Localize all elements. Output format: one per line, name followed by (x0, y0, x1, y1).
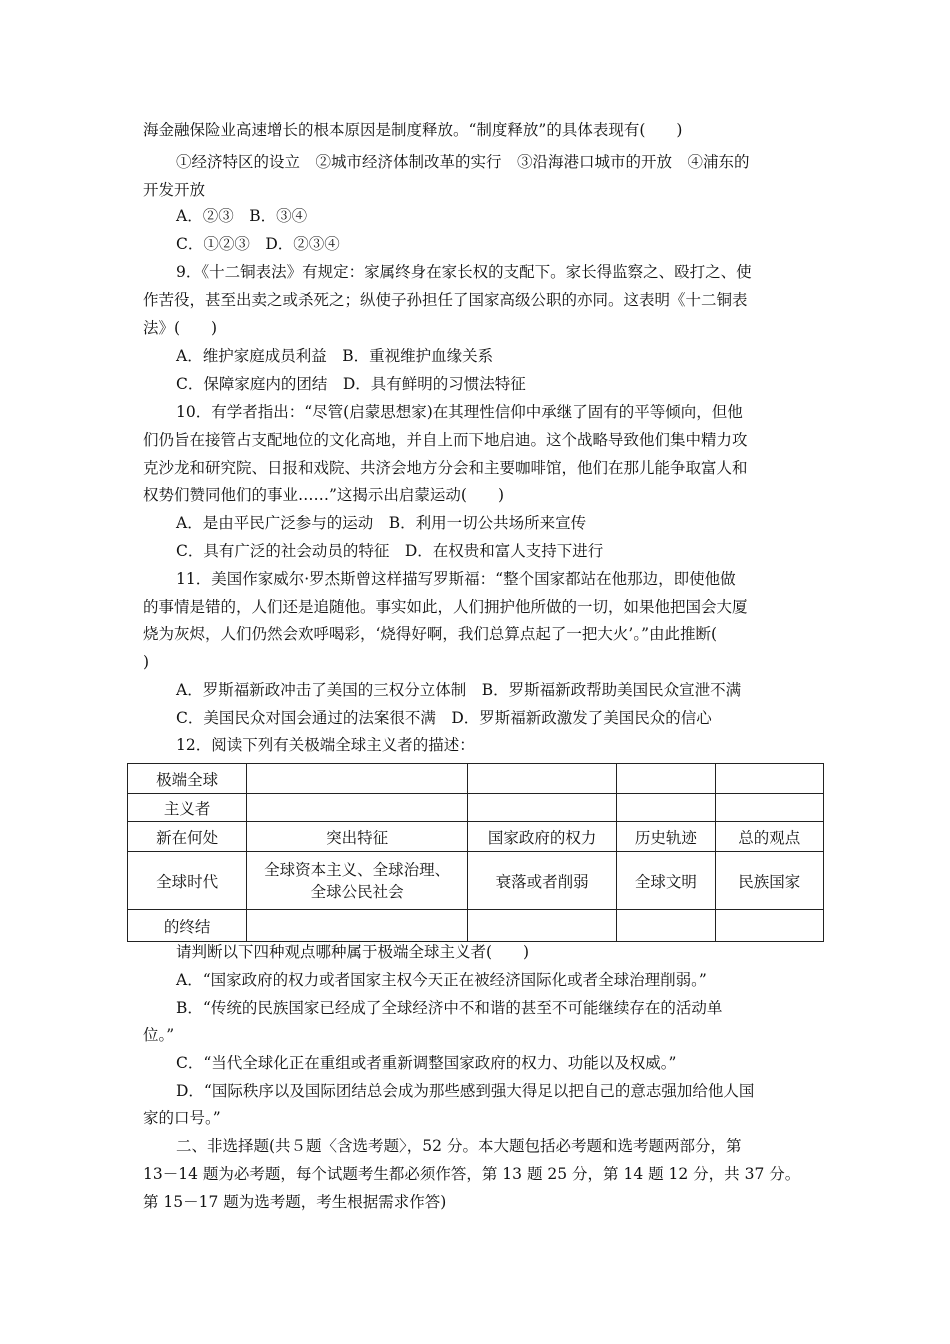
q11-stem-line: 的事情是错的，人们还是追随他。事实如此，人们拥护他所做的一切，如果他把国会大厦 (143, 598, 748, 616)
q12-option-b-cont: 位。” (143, 1026, 175, 1044)
table-cell (468, 910, 617, 942)
q8-stem-line: 海金融保险业高速增长的根本原因是制度释放。“制度释放”的具体表现有( ) (143, 121, 683, 139)
feature-text: 全球资本主义、全球治理、 (264, 860, 451, 879)
feature-text: 全球公民社会 (310, 882, 404, 901)
q10-options-ab: A．是由平民广泛参与的运动 B．利用一切公共场所来宣传 (176, 514, 587, 532)
section-two-heading: 二、非选择题(共５题〈含选考题〉，52 分。本大题包括必考题和选考题两部分，第 (176, 1137, 742, 1155)
q10-stem-line: 克沙龙和研究院、日报和戏院、共济会地方分会和主要咖啡馆，他们在那儿能争取富人和 (143, 459, 748, 477)
q11-stem-line: ) (143, 653, 150, 671)
q10-options-cd: C．具有广泛的社会动员的特征 D．在权贵和富人支持下进行 (176, 542, 604, 560)
table-cell: 衰落或者削弱 (468, 852, 617, 910)
table-cell (715, 794, 823, 822)
q9-stem-line: 9．《十二铜表法》有规定：家属终身在家长权的支配下。家长得监察之、殴打之、使 (176, 263, 752, 281)
table-cell (247, 910, 468, 942)
section-two-text: 13－14 题为必考题，每个试题考生都必须作答，第 13 题 25 分，第 14 题 12 分，共 37 分。 (143, 1165, 801, 1183)
table-cell: 的终结 (128, 910, 247, 942)
table-cell (247, 794, 468, 822)
globalist-table (127, 763, 824, 942)
q12-option-d-cont: 家的口号。” (143, 1109, 221, 1127)
q11-stem-line: 11．美国作家威尔·罗杰斯曾这样描写罗斯福：“整个国家都站在他那边，即使他做 (176, 570, 736, 588)
table-header-cell: 国家政府的权力 (468, 822, 617, 852)
q12-option-a: A．“国家政府的权力或者国家主权今天正在被经济国际化或者全球治理削弱。” (176, 971, 707, 989)
q9-stem-line: 作苦役，甚至出卖之或杀死之；纵使子孙担任了国家高级公职的亦同。这表明《十二铜表 (143, 291, 748, 309)
section-two-text: 第 15－17 题为选考题，考生根据需求作答) (143, 1193, 447, 1211)
q8-items-line: 开发开放 (143, 181, 206, 199)
table-header-cell: 突出特征 (247, 822, 468, 852)
q12-option-d: D．“国际秩序以及国际团结总会成为那些感到强大得足以把自己的意志强加给他人国 (176, 1082, 755, 1100)
table-cell: 民族国家 (715, 852, 823, 910)
table-cell: 全球时代 (128, 852, 247, 910)
table-header-cell: 新在何处 (128, 822, 247, 852)
table-cell: 极端全球 (128, 764, 247, 794)
table-cell: 全球文明 (617, 852, 715, 910)
table-cell (468, 794, 617, 822)
table-cell (247, 764, 468, 794)
table-cell (617, 910, 715, 942)
table-header-cell: 历史轨迹 (617, 822, 715, 852)
q9-options-ab: A．维护家庭成员利益 B．重视维护血缘关系 (176, 347, 494, 365)
q9-stem-line: 法》( ) (143, 319, 218, 337)
table-cell (617, 764, 715, 794)
q12-intro: 12．阅读下列有关极端全球主义者的描述： (176, 736, 475, 754)
q8-items-line: ①经济特区的设立 ②城市经济体制改革的实行 ③沿海港口城市的开放 ④浦东的 (176, 153, 750, 171)
q10-stem-line: 10．有学者指出：“尽管(启蒙思想家)在其理性信仰中承继了固有的平等倾向，但他 (176, 403, 743, 421)
table-cell (617, 794, 715, 822)
q12-option-b: B．“传统的民族国家已经成了全球经济中不和谐的甚至不可能继续存在的活动单 (176, 999, 723, 1017)
q9-options-cd: C．保障家庭内的团结 D．具有鲜明的习惯法特征 (176, 375, 526, 393)
q10-stem-line: 们仍旨在接管占支配地位的文化高地，并自上而下地启迪。这个战略导致他们集中精力攻 (143, 431, 748, 449)
q11-stem-line: 烧为灰烬，人们仍然会欢呼喝彩，‘烧得好啊，我们总算点起了一把大火’。”由此推断( (143, 625, 718, 643)
q12-option-c: C．“当代全球化正在重组或者重新调整国家政府的权力、功能以及权威。” (176, 1054, 677, 1072)
table-cell (715, 764, 823, 794)
q11-options-cd: C．美国民众对国会通过的法案很不满 D．罗斯福新政激发了美国民众的信心 (176, 709, 712, 727)
q8-options-ab: A．②③ B．③④ (176, 207, 308, 225)
q8-options-cd: C．①②③ D．②③④ (176, 235, 340, 253)
q10-stem-line: 权势们赞同他们的事业……”这揭示出启蒙运动( ) (143, 486, 505, 504)
table-cell (715, 910, 823, 942)
table-cell (468, 764, 617, 794)
table-cell: 主义者 (128, 794, 247, 822)
table-header-cell: 总的观点 (715, 822, 823, 852)
q12-prompt: 请判断以下四种观点哪种属于极端全球主义者( ) (176, 943, 530, 961)
table-cell (247, 852, 468, 910)
q11-options-ab: A．罗斯福新政冲击了美国的三权分立体制 B．罗斯福新政帮助美国民众宣泄不满 (176, 681, 742, 699)
